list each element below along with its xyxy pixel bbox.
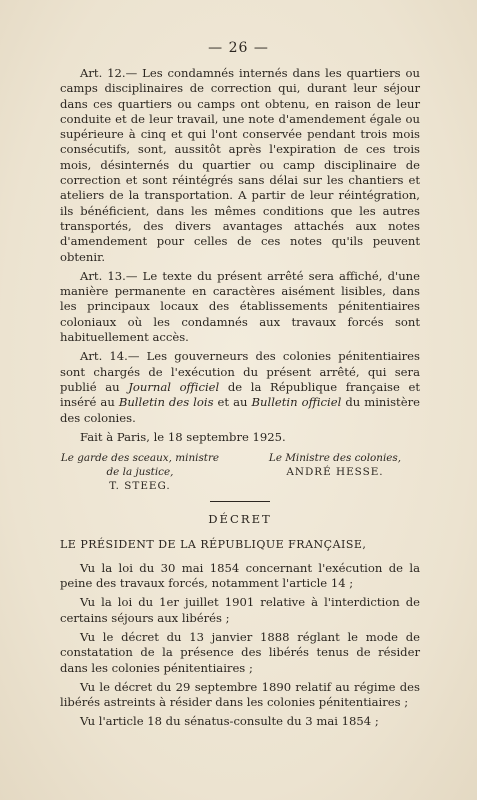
document-body xyxy=(60,66,420,734)
signatory-name-right: ANDRÉ HESSE. xyxy=(286,466,384,479)
signature-justice: Le garde des sceaux, ministre de la justice, T. STEEG. xyxy=(60,452,220,493)
divider xyxy=(210,501,270,502)
president-line: LE PRÉSIDENT DE LA RÉPUBLIQUE FRANÇAISE, xyxy=(60,538,367,552)
article-14: Art. 14.— Les gouverneurs des colonies pénitentiaires sont chargés de l'exécution du présent arrêté, qui sera publié au Journal officiel de la République française et inséré au Bulletin des lois et au Bulletin officiel du ministère des colonies. xyxy=(60,349,420,425)
vu-2: Vu la loi du 1er juillet 1901 relative à l'interdiction de certains séjours aux libérés ; xyxy=(60,595,420,625)
vu-3: Vu le décret du 13 janvier 1888 réglant le mode de constatation de la présence des libérés tenus de résider dans les colonies pénitentiaires ; xyxy=(60,629,420,675)
signatory-name-left: T. STEEG. xyxy=(109,480,171,493)
page-number: — 26 — xyxy=(208,40,269,56)
article-12: Art. 12.— Les condamnés internés dans les quartiers ou camps disciplinaires de correction qui, durant leur séjour dans ces quartiers ou camps ont obtenu, en raison de leur conduite et de leur travail, une note d'amendement égale ou supérieure à cinq et qui l'ont conservée pendant trois mois consécutifs, sont, aussitôt après l'expiration de ces trois mois, désinternés du quartier ou camp disciplinaire de correction et sont réintégrés sans délai sur les chantiers et ateliers de la transportation. A partir de leur réintégration, ils bénéficient, dans les mêmes conditions que les autres transportés, des divers avantages attachés aux notes d'amendement pour celles de ces notes qu'ils peuvent obtenir. xyxy=(60,66,420,264)
signature-colonies: Le Ministre des colonies, ANDRÉ HESSE. xyxy=(250,451,420,493)
date-line: Fait à Paris, le 18 septembre 1925. xyxy=(80,429,286,444)
vu-1: Vu la loi du 30 mai 1854 concernant l'exécution de la peine des travaux forcés, notamment l'article 14 ; xyxy=(60,560,420,591)
vu-4: Vu le décret du 29 septembre 1890 relatif au régime des libérés astreints à résider dans les colonies pénitentiaires ; xyxy=(60,679,420,710)
vu-5: Vu l'article 18 du sénatus-consulte du 3 mai 1854 ; xyxy=(80,714,379,729)
bulletin-lois-ref: Bulletin des lois xyxy=(118,395,214,410)
article-13: Art. 13.— Le texte du présent arrêté sera affiché, d'une manière permanente en caractères aisément lisibles, dans les principaux locaux des établissements pénitentiaires coloniaux où les condamnés aux travaux forcés sont habituellement accès. xyxy=(60,268,420,345)
decret-heading: DÉCRET xyxy=(208,512,272,527)
bulletin-officiel-ref: Bulletin officiel xyxy=(251,395,342,410)
journal-officiel-ref: Journal officiel xyxy=(128,379,220,394)
signatures xyxy=(60,451,420,493)
